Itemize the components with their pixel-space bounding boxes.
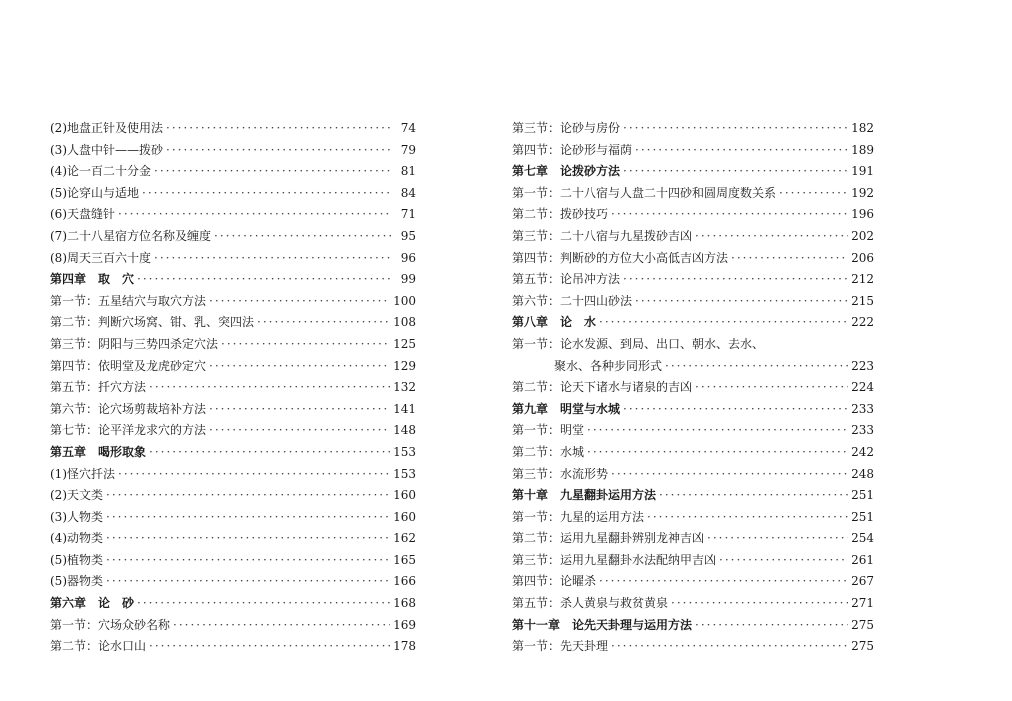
toc-entry-title: (4)动物类 xyxy=(50,531,103,546)
toc-entry xyxy=(512,118,874,140)
toc-entry xyxy=(50,140,416,162)
toc-page-number: 242 xyxy=(851,444,874,459)
dot-leader xyxy=(695,377,848,399)
dot-leader xyxy=(137,593,390,615)
toc-entry-title: 第三节：论砂与房份 xyxy=(512,121,621,135)
toc-page-number: 74 xyxy=(400,121,416,135)
toc-entry-title: (2)地盘正针及使用法 xyxy=(50,121,163,135)
toc-entry-title: 第十一章 论先天卦理与运用方法 xyxy=(512,617,693,632)
toc-entry xyxy=(50,291,416,313)
toc-page-number: 141 xyxy=(393,401,416,416)
toc-entry xyxy=(50,399,416,421)
toc-page-number: 223 xyxy=(851,358,874,373)
dot-leader xyxy=(695,226,848,248)
toc-page-number: 248 xyxy=(851,466,874,481)
toc-entry xyxy=(50,356,416,378)
toc-entry-title: 第一节：五星结穴与取穴方法 xyxy=(50,293,207,308)
toc-entry-title: 第四节：论曜杀 xyxy=(512,574,597,589)
dot-leader xyxy=(623,118,848,140)
toc-entry xyxy=(512,377,874,399)
toc-page-number: 189 xyxy=(851,142,874,157)
dot-leader xyxy=(166,140,391,162)
toc-page-number: 271 xyxy=(851,596,874,611)
toc-page-number: 108 xyxy=(393,315,416,330)
toc-entry-title: 第五节：论吊冲方法 xyxy=(512,272,621,287)
toc-page-number: 267 xyxy=(851,574,874,589)
toc-page-number: 153 xyxy=(393,466,416,481)
dot-leader xyxy=(659,485,848,507)
dot-leader xyxy=(671,593,848,615)
dot-leader xyxy=(214,226,391,248)
toc-entry-title: 第八章 论 水 xyxy=(512,315,597,330)
toc-page-number: 125 xyxy=(393,336,416,351)
toc-entry-title: 第五节：扦穴方法 xyxy=(50,380,147,395)
toc-entry-title: (3)人物类 xyxy=(50,509,103,524)
toc-page-number: 99 xyxy=(400,272,416,287)
toc-entry-title: 第三节：水流形势 xyxy=(512,466,609,481)
toc-chapter-entry xyxy=(512,615,874,637)
dot-leader xyxy=(209,420,390,442)
toc-entry xyxy=(512,593,874,615)
toc-entry xyxy=(50,226,416,248)
toc-page-number: 215 xyxy=(851,293,874,308)
toc-page-number: 222 xyxy=(851,315,874,330)
dot-leader xyxy=(611,204,848,226)
toc-page-number: 166 xyxy=(393,574,416,589)
dot-leader xyxy=(599,571,848,593)
toc-page-number: 191 xyxy=(851,164,874,179)
dot-leader xyxy=(731,248,848,270)
toc-right-column xyxy=(512,118,874,658)
dot-leader xyxy=(779,183,848,205)
toc-entry-title: 第二节：论天下诸水与诸泉的吉凶 xyxy=(512,380,693,395)
toc-entry-title: 第一节：穴场众砂名称 xyxy=(50,617,171,632)
toc-entry xyxy=(512,420,874,442)
toc-entry-title: (5)论穿山与适地 xyxy=(50,185,139,200)
dot-leader xyxy=(106,550,390,572)
toc-page-number: 196 xyxy=(851,207,874,222)
toc-entry-title: 第十章 九星翻卦运用方法 xyxy=(512,488,657,503)
toc-page-number: 132 xyxy=(393,380,416,395)
dot-leader xyxy=(707,528,848,550)
toc-entry-title: 第六节：二十四山砂法 xyxy=(512,293,633,308)
toc-entry-title: 第一节：九星的运用方法 xyxy=(512,509,645,524)
toc-entry-title: 第五章 喝形取象 xyxy=(50,444,147,459)
toc-chapter-entry xyxy=(50,442,416,464)
toc-page-number: 178 xyxy=(393,639,416,654)
dot-leader xyxy=(623,161,848,183)
dot-leader xyxy=(623,399,848,421)
toc-page-number: 160 xyxy=(393,488,416,503)
toc-entry xyxy=(50,571,416,593)
toc-entry-title: 第四节：判断砂的方位大小高低吉凶方法 xyxy=(512,250,729,265)
toc-entry-title: 第一节：论水发源、到局、出口、朝水、去水、 xyxy=(512,336,765,351)
toc-entry xyxy=(50,118,416,140)
toc-page-number: 261 xyxy=(851,552,874,567)
dot-leader xyxy=(106,507,390,529)
dot-leader xyxy=(154,248,391,270)
toc-page-number: 251 xyxy=(851,488,874,503)
toc-chapter-entry xyxy=(512,312,874,334)
toc-entry-title: 第二节：水城 xyxy=(512,444,585,459)
toc-page-number: 202 xyxy=(851,228,874,243)
dot-leader xyxy=(209,356,390,378)
toc-entry xyxy=(50,420,416,442)
toc-entry xyxy=(512,442,874,464)
toc-entry xyxy=(512,248,874,270)
toc-entry-title: 第六章 论 砂 xyxy=(50,596,135,611)
toc-entry xyxy=(512,226,874,248)
toc-chapter-entry xyxy=(50,593,416,615)
toc-entry-title: 第一节：明堂 xyxy=(512,423,585,438)
toc-page-number: 165 xyxy=(393,552,416,567)
dot-leader xyxy=(173,615,390,637)
dot-leader xyxy=(209,399,390,421)
dot-leader xyxy=(695,615,848,637)
toc-entry xyxy=(50,334,416,356)
toc-page-number: 233 xyxy=(851,401,874,416)
toc-entry xyxy=(50,636,416,658)
toc-entry-title: 第九章 明堂与水城 xyxy=(512,401,621,416)
toc-page-number: 81 xyxy=(400,164,416,179)
toc-entry xyxy=(50,161,416,183)
toc-entry-title: (5)植物类 xyxy=(50,552,103,567)
dot-leader xyxy=(587,420,848,442)
toc-page-number: 100 xyxy=(393,293,416,308)
dot-leader xyxy=(257,312,390,334)
toc-page-number: 233 xyxy=(851,423,874,438)
toc-chapter-entry xyxy=(512,485,874,507)
dot-leader xyxy=(106,528,390,550)
toc-entry xyxy=(50,312,416,334)
toc-entry-title: 第七章 论拨砂方法 xyxy=(512,164,621,179)
toc-page-number: 275 xyxy=(851,617,874,632)
toc-entry-title: (5)器物类 xyxy=(50,574,103,589)
toc-page-number: 168 xyxy=(393,596,416,611)
toc-chapter-entry xyxy=(50,269,416,291)
toc-entry-title: 第三节：二十八宿与九星拨砂吉凶 xyxy=(512,228,693,243)
toc-entry xyxy=(512,636,874,658)
dot-leader xyxy=(118,204,391,226)
toc-entry-title: (1)怪穴扦法 xyxy=(50,466,115,481)
toc-page-number: 95 xyxy=(400,228,416,243)
dot-leader xyxy=(154,161,391,183)
toc-entry xyxy=(512,183,874,205)
toc-page-number: 251 xyxy=(851,509,874,524)
toc-entry-title: 第一节：先天卦理 xyxy=(512,639,609,654)
dot-leader xyxy=(221,334,390,356)
toc-entry xyxy=(512,528,874,550)
toc-entry-title: 第六节：论穴场剪裁培补方法 xyxy=(50,401,207,416)
toc-chapter-entry xyxy=(512,399,874,421)
toc-entry xyxy=(512,334,874,356)
dot-leader xyxy=(166,118,391,140)
toc-page-number: 160 xyxy=(393,509,416,524)
dot-leader xyxy=(209,291,390,313)
toc-page-number: 162 xyxy=(393,531,416,546)
toc-entry xyxy=(50,528,416,550)
dot-leader xyxy=(647,507,848,529)
toc-left-column xyxy=(50,118,416,658)
toc-page-number: 275 xyxy=(851,639,874,654)
toc-entry xyxy=(50,507,416,529)
toc-entry-title: (3)人盘中针——拨砂 xyxy=(50,142,163,157)
toc-entry xyxy=(50,377,416,399)
toc-entry xyxy=(512,291,874,313)
toc-entry xyxy=(512,140,874,162)
dot-leader xyxy=(149,636,390,658)
toc-entry xyxy=(50,550,416,572)
toc-page-number: 212 xyxy=(851,272,874,287)
toc-entry xyxy=(512,204,874,226)
toc-entry-title: (8)周天三百六十度 xyxy=(50,250,151,265)
dot-leader xyxy=(719,550,848,572)
toc-entry-title: (2)天文类 xyxy=(50,488,103,503)
toc-page-number: 148 xyxy=(393,423,416,438)
toc-entry xyxy=(50,485,416,507)
toc-chapter-entry xyxy=(512,161,874,183)
toc-entry xyxy=(512,356,874,378)
toc-page-number: 169 xyxy=(393,617,416,632)
toc-entry-title: 第七节：论平洋龙求穴的方法 xyxy=(50,423,207,438)
toc-page-number: 192 xyxy=(851,185,874,200)
toc-page-number: 129 xyxy=(393,358,416,373)
dot-leader xyxy=(623,269,848,291)
toc-entry xyxy=(512,550,874,572)
dot-leader xyxy=(599,312,848,334)
toc-entry xyxy=(512,269,874,291)
dot-leader xyxy=(106,571,390,593)
toc-entry-title: 第二节：论水口山 xyxy=(50,639,147,654)
toc-entry-title: 第二节：拨砂技巧 xyxy=(512,207,609,222)
toc-entry-title: (6)天盘缝针 xyxy=(50,207,115,222)
dot-leader xyxy=(635,291,848,313)
toc-entry xyxy=(50,615,416,637)
toc-page-number: 254 xyxy=(851,531,874,546)
dot-leader xyxy=(149,377,390,399)
dot-leader xyxy=(635,140,848,162)
toc-entry-title: 第四节：论砂形与福荫 xyxy=(512,142,633,157)
toc-page-number: 182 xyxy=(851,121,874,135)
toc-entry-title: 第一节：二十八宿与人盘二十四砂和圆周度数关系 xyxy=(512,185,777,200)
toc-entry xyxy=(50,204,416,226)
toc-page-number: 206 xyxy=(851,250,874,265)
toc-entry xyxy=(50,248,416,270)
toc-entry-title: 第二节：运用九星翻卦辨别龙神吉凶 xyxy=(512,531,705,546)
toc-entry-title: (7)二十八星宿方位名称及缠度 xyxy=(50,228,211,243)
toc-entry-title: (4)论一百二十分金 xyxy=(50,164,151,179)
toc-entry-title: 第三节：运用九星翻卦水法配纳甲吉凶 xyxy=(512,552,717,567)
toc-entry-title: 第四章 取 穴 xyxy=(50,272,135,287)
dot-leader xyxy=(611,636,848,658)
toc-entry xyxy=(512,464,874,486)
dot-leader xyxy=(137,269,391,291)
toc-entry-title: 第三节：阴阳与三势四杀定穴法 xyxy=(50,336,219,351)
dot-leader xyxy=(611,464,848,486)
toc-page-number: 96 xyxy=(400,250,416,265)
toc-page-number: 224 xyxy=(851,380,874,395)
toc-page-number: 79 xyxy=(400,142,416,157)
toc-entry-title: 聚水、各种步同形式 xyxy=(554,358,663,373)
dot-leader xyxy=(149,442,390,464)
toc-page-number: 71 xyxy=(400,207,416,222)
dot-leader xyxy=(142,183,391,205)
dot-leader xyxy=(665,356,848,378)
toc-entry xyxy=(50,183,416,205)
toc-page-number: 153 xyxy=(393,444,416,459)
dot-leader xyxy=(106,485,390,507)
toc-page-number: 84 xyxy=(400,185,416,200)
toc-entry xyxy=(50,464,416,486)
toc-entry xyxy=(512,507,874,529)
dot-leader xyxy=(587,442,848,464)
toc-entry-title: 第二节：判断穴场窝、钳、乳、突四法 xyxy=(50,315,255,330)
toc-entry xyxy=(512,571,874,593)
toc-entry-title: 第四节：依明堂及龙虎砂定穴 xyxy=(50,358,207,373)
toc-entry-title: 第五节：杀人黄泉与救贫黄泉 xyxy=(512,596,669,611)
dot-leader xyxy=(118,464,390,486)
